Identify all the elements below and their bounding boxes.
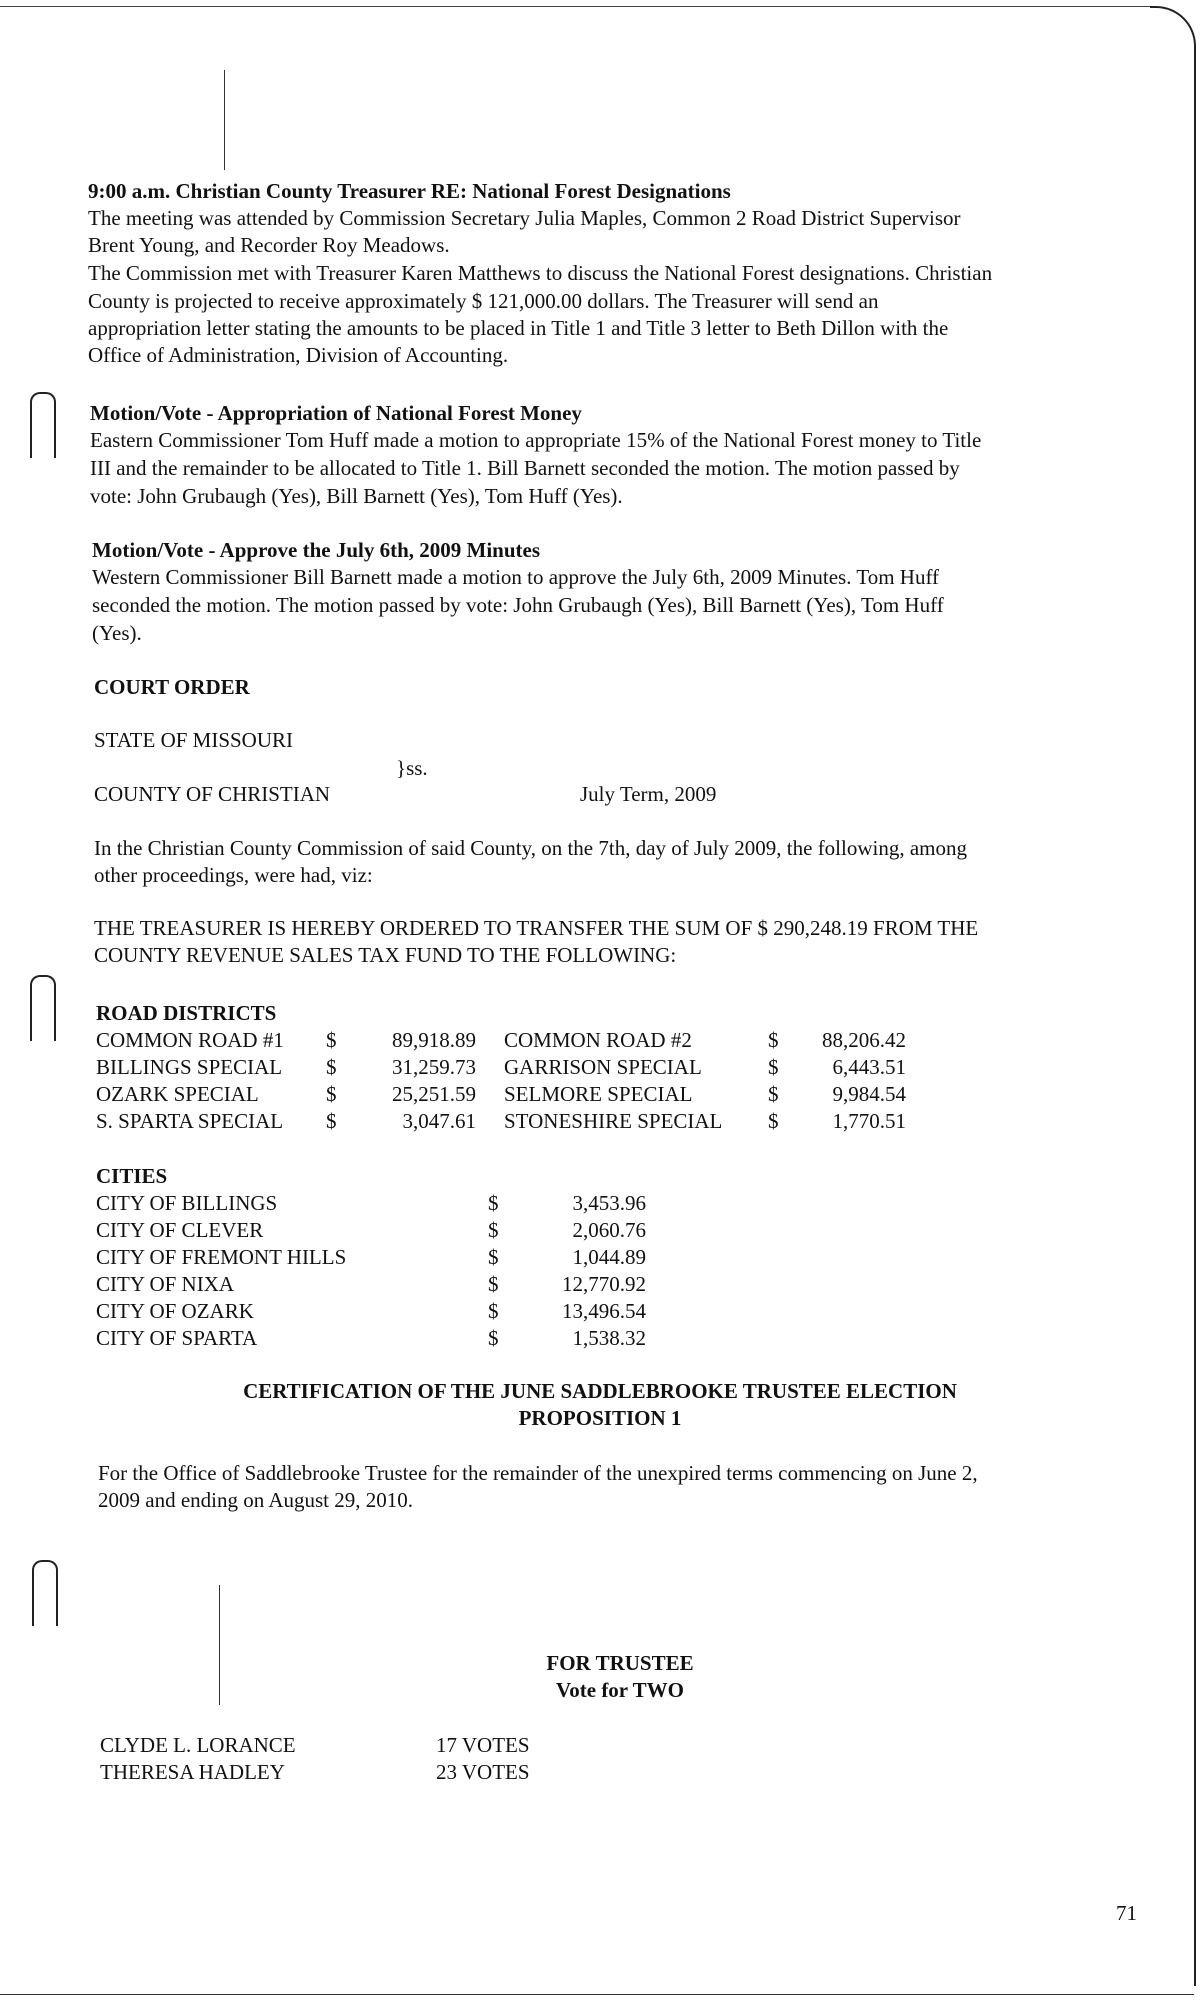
currency-symbol: $ [768,1082,779,1106]
binder-hole-mark [32,1560,58,1626]
candidate-votes: 17 VOTES [436,1733,530,1757]
district-name: S. SPARTA SPECIAL [96,1109,284,1133]
district-name: COMMON ROAD #2 [504,1028,692,1052]
district-name: BILLINGS SPECIAL [96,1055,283,1079]
motion-text: Eastern Commissioner Tom Huff made a motion to appropriate 15% of the National Forest money to Title [90,428,982,452]
currency-symbol: $ [326,1109,337,1133]
term-label: July Term, 2009 [580,782,717,806]
currency-symbol: $ [488,1218,499,1242]
district-name: SELMORE SPECIAL [504,1082,693,1106]
order-intro: In the Christian County Commission of said County, on the 7th, day of July 2009, the following, among [94,836,968,860]
certification-text: 2009 and ending on August 29, 2010. [98,1488,413,1512]
page-edge-bottom [0,1994,1194,1995]
ss-label: }ss. [396,756,428,780]
district-name: STONESHIRE SPECIAL [504,1109,723,1133]
city-amount: 1,044.89 [572,1245,646,1269]
cities-heading: CITIES [96,1164,168,1188]
motion-text: vote: John Grubaugh (Yes), Bill Barnett (Yes), Tom Huff (Yes). [90,484,623,508]
district-name: GARRISON SPECIAL [504,1055,702,1079]
road-districts-heading: ROAD DISTRICTS [96,1001,277,1025]
page-edge-corner [1150,6,1196,68]
order-text: THE TREASURER IS HEREBY ORDERED TO TRANSFER THE SUM OF $ 290,248.19 FROM THE [94,916,979,940]
certification-text: For the Office of Saddlebrooke Trustee for the remainder of the unexpired terms commencing on June 2, [98,1461,978,1485]
district-name: COMMON ROAD #1 [96,1028,284,1052]
discussion-text: Office of Administration, Division of Accounting. [88,343,509,367]
order-intro: other proceedings, were had, viz: [94,863,373,887]
city-amount: 12,770.92 [562,1272,646,1296]
city-amount: 13,496.54 [562,1299,646,1323]
discussion-text: The Commission met with Treasurer Karen Matthews to discuss the National Forest designations. Christian [88,261,993,285]
city-name: CITY OF FREMONT HILLS [96,1245,347,1269]
district-amount: 25,251.59 [392,1082,476,1106]
currency-symbol: $ [488,1272,499,1296]
currency-symbol: $ [768,1055,779,1079]
page-number: 71 [1116,1901,1137,1925]
city-name: CITY OF BILLINGS [96,1191,278,1215]
margin-line [219,1585,220,1705]
margin-line [224,70,225,170]
district-amount: 6,443.51 [832,1055,906,1079]
district-amount: 89,918.89 [392,1028,476,1052]
city-name: CITY OF CLEVER [96,1218,264,1242]
certification-heading: CERTIFICATION OF THE JUNE SADDLEBROOKE TRUSTEE ELECTION [243,1379,957,1403]
city-name: CITY OF SPARTA [96,1326,258,1350]
motion-text: (Yes). [92,621,142,645]
candidate-name: THERESA HADLEY [100,1760,285,1784]
page-edge-top [0,6,1150,7]
state-label: STATE OF MISSOURI [94,728,294,752]
city-amount: 2,060.76 [572,1218,646,1242]
currency-symbol: $ [488,1191,499,1215]
currency-symbol: $ [326,1028,337,1052]
currency-symbol: $ [488,1326,499,1350]
candidate-name: CLYDE L. LORANCE [100,1733,296,1757]
city-name: CITY OF NIXA [96,1272,235,1296]
district-amount: 3,047.61 [402,1109,476,1133]
discussion-text: County is projected to receive approximately $ 121,000.00 dollars. The Treasurer will send an [88,289,879,313]
district-amount: 31,259.73 [392,1055,476,1079]
currency-symbol: $ [488,1299,499,1323]
motion-text: seconded the motion. The motion passed by vote: John Grubaugh (Yes), Bill Barnett (Yes), Tom Huff [92,593,944,617]
ballot-heading: FOR TRUSTEE [546,1651,694,1675]
binder-hole-mark [30,392,56,458]
motion-heading: Motion/Vote - Approve the July 6th, 2009 Minutes [92,538,541,562]
currency-symbol: $ [488,1245,499,1269]
order-text: COUNTY REVENUE SALES TAX FUND TO THE FOLLOWING: [94,943,677,967]
page-edge-right [1194,66,1196,1986]
binder-hole-mark [30,975,56,1041]
currency-symbol: $ [768,1028,779,1052]
ballot-subheading: Vote for TWO [556,1678,684,1702]
motion-text: III and the remainder to be allocated to Title 1. Bill Barnett seconded the motion. The motion passed by [90,456,960,480]
currency-symbol: $ [326,1082,337,1106]
city-amount: 3,453.96 [572,1191,646,1215]
certification-heading: PROPOSITION 1 [518,1406,682,1430]
candidate-votes: 23 VOTES [436,1760,530,1784]
motion-heading: Motion/Vote - Appropriation of National Forest Money [90,401,582,425]
attendance-text: Brent Young, and Recorder Roy Meadows. [88,233,450,257]
district-amount: 1,770.51 [832,1109,906,1133]
currency-symbol: $ [768,1109,779,1133]
currency-symbol: $ [326,1055,337,1079]
city-name: CITY OF OZARK [96,1299,254,1323]
court-order-heading: COURT ORDER [94,675,250,699]
discussion-text: appropriation letter stating the amounts to be placed in Title 1 and Title 3 letter to Beth Dillon with the [88,316,949,340]
agenda-heading: 9:00 a.m. Christian County Treasurer RE: National Forest Designations [88,179,731,203]
district-name: OZARK SPECIAL [96,1082,259,1106]
district-amount: 88,206.42 [822,1028,906,1052]
county-label: COUNTY OF CHRISTIAN [94,782,331,806]
motion-text: Western Commissioner Bill Barnett made a motion to approve the July 6th, 2009 Minutes. Tom Huff [92,565,940,589]
attendance-text: The meeting was attended by Commission Secretary Julia Maples, Common 2 Road District Supervisor [88,206,961,230]
city-amount: 1,538.32 [572,1326,646,1350]
district-amount: 9,984.54 [832,1082,906,1106]
